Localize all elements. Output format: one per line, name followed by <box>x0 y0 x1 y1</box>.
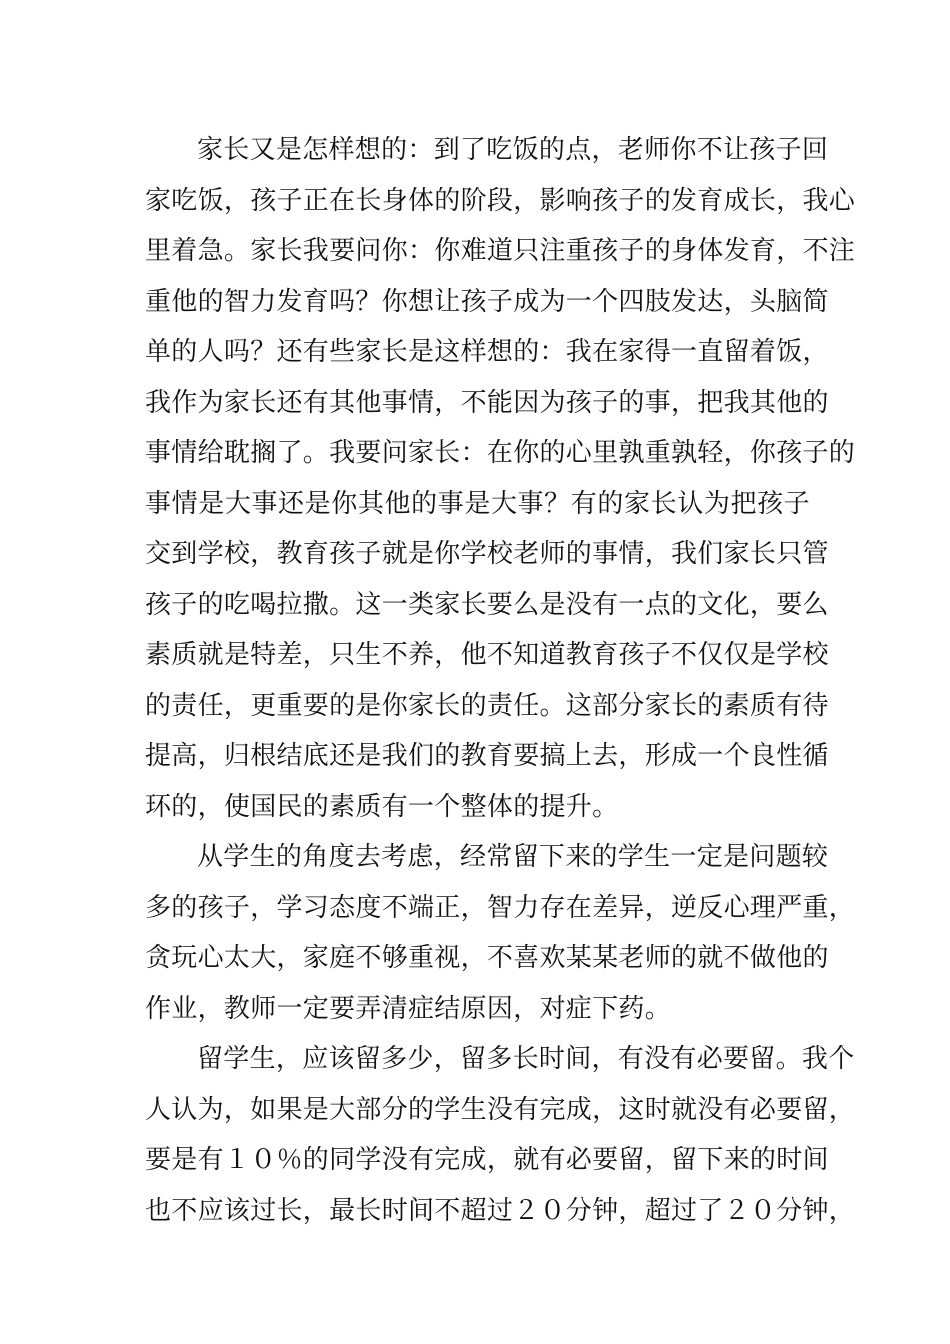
text-line: 家长又是怎样想的：到了吃饭的点，老师你不让孩子回 <box>197 135 829 165</box>
text-line: 留学生，应该留多少，留多长时间，有没有必要留。我个 <box>197 1044 855 1074</box>
text-line: 事情是大事还是你其他的事是大事？有的家长认为把孩子 <box>145 488 810 519</box>
text-line: 重他的智力发育吗？你想让孩子成为一个四肢发达，头脑简 <box>145 286 829 317</box>
document-body <box>145 125 856 1236</box>
text-line: 我作为家长还有其他事情，不能因为孩子的事，把我其他的 <box>145 387 829 418</box>
text-line: 人认为，如果是大部分的学生没有完成，这时就没有必要留， <box>145 1094 856 1125</box>
text-line: 素质就是特差，只生不养，他不知道教育孩子不仅仅是学校 <box>145 640 829 670</box>
paragraph-keeping-students <box>145 1034 856 1236</box>
text-line: 多的孩子，学习态度不端正，智力存在差异，逆反心理严重， <box>145 892 856 923</box>
text-line: 家吃饭，孩子正在长身体的阶段，影响孩子的发育成长，我心 <box>145 185 856 216</box>
text-line: 从学生的角度去考虑，经常留下来的学生一定是问题较 <box>197 842 829 872</box>
text-line: 提高，归根结底还是我们的教育要搞上去，形成一个良性循 <box>145 741 829 771</box>
text-line: 也不应该过长，最长时间不超过２０分钟，超过了２０分钟， <box>145 1195 856 1226</box>
text-line: 要是有１０％的同学没有完成，就有必要留，留下来的时间 <box>145 1145 829 1175</box>
paragraph-parents-view <box>145 125 856 832</box>
text-line: 里着急。家长我要问你：你难道只注重孩子的身体发育，不注 <box>145 236 856 266</box>
text-line: 事情给耽搁了。我要问家长：在你的心里孰重孰轻，你孩子的 <box>145 438 856 468</box>
text-line: 孩子的吃喝拉撒。这一类家长要么是没有一点的文化，要么 <box>145 589 829 620</box>
text-line: 作业，教师一定要弄清症结原因，对症下药。 <box>145 993 672 1024</box>
text-line: 贪玩心太大，家庭不够重视，不喜欢某某老师的就不做他的 <box>145 943 829 973</box>
text-line: 环的，使国民的素质有一个整体的提升。 <box>145 791 619 822</box>
text-line: 的责任，更重要的是你家长的责任。这部分家长的素质有待 <box>145 690 829 721</box>
text-line: 交到学校，教育孩子就是你学校老师的事情，我们家长只管 <box>145 539 829 569</box>
text-line: 单的人吗？还有些家长是这样想的：我在家得一直留着饭， <box>145 337 829 367</box>
paragraph-students-view <box>145 832 856 1034</box>
